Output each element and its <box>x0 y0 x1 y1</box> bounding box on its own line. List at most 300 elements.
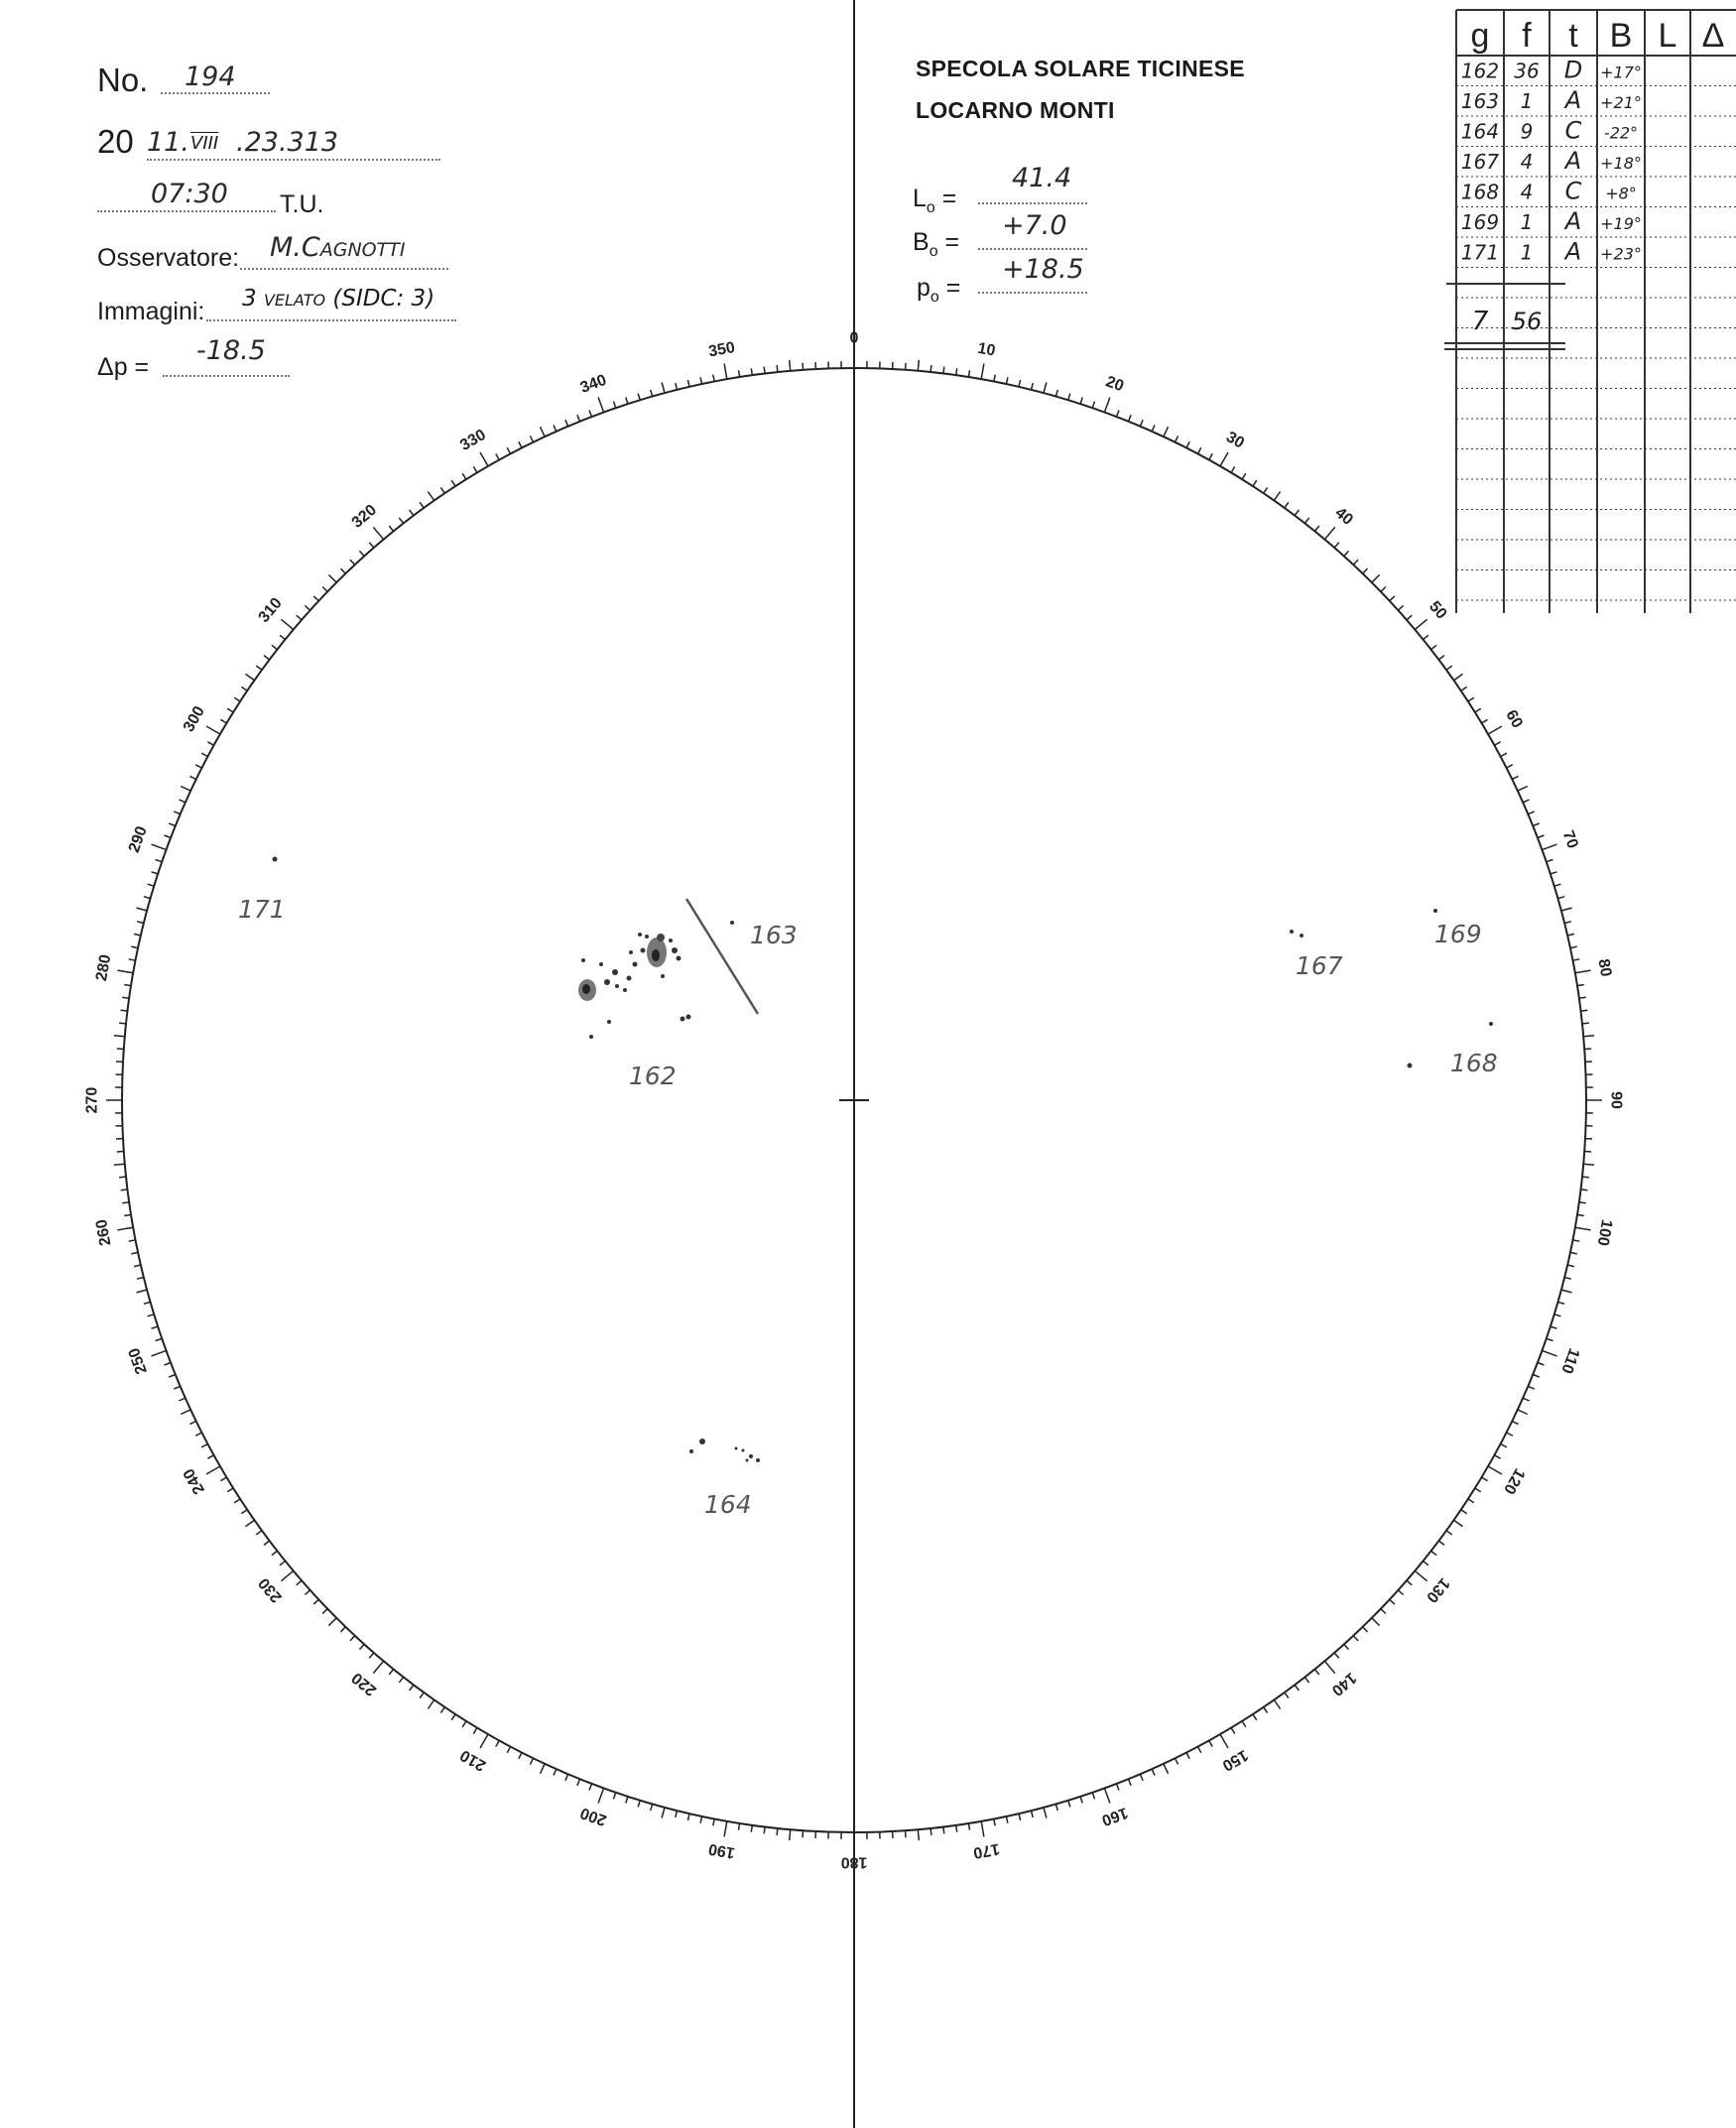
table-cell: -22° <box>1603 123 1639 143</box>
degree-tick <box>1579 997 1586 998</box>
degree-tick <box>1567 1265 1574 1267</box>
table-header-g: g <box>1470 17 1490 55</box>
degree-tick <box>803 363 804 370</box>
degree-tick <box>410 1685 414 1690</box>
degree-tick <box>420 1692 424 1698</box>
degree-tick <box>246 1520 255 1526</box>
degree-tick <box>541 1764 546 1774</box>
degree-tick <box>480 452 488 466</box>
degree-tick <box>322 1609 327 1614</box>
degree-tick <box>1583 1036 1594 1037</box>
degree-tick <box>206 1466 220 1474</box>
L0-label: $L_o$ = <box>913 185 957 216</box>
degree-tick <box>1068 1801 1070 1808</box>
degree-tick <box>399 1678 403 1684</box>
degree-tick <box>134 934 141 936</box>
table-header-B: B <box>1609 17 1633 55</box>
degree-tick <box>507 1747 510 1753</box>
degree-tick <box>313 1599 318 1604</box>
degree-tick <box>220 1477 226 1481</box>
degree-tick <box>626 1797 628 1804</box>
degree-tick <box>662 383 665 394</box>
degree-label-180: 180 <box>840 1853 868 1871</box>
degree-tick <box>169 823 176 826</box>
degree-tick <box>165 1363 172 1366</box>
degree-tick <box>724 364 727 380</box>
degree-label-150: 150 <box>1219 1746 1251 1775</box>
degree-tick <box>410 510 414 516</box>
degree-tick <box>918 360 919 371</box>
degree-tick <box>1363 1627 1368 1632</box>
degree-tick <box>981 1821 984 1837</box>
degree-label-120: 120 <box>1500 1465 1529 1497</box>
degree-tick <box>1567 934 1574 936</box>
degree-tick <box>687 1814 689 1820</box>
table-cell: 168 <box>1460 180 1500 204</box>
table-cell: +21° <box>1600 93 1642 112</box>
table-cell: C <box>1564 116 1582 145</box>
degree-tick <box>638 1801 640 1808</box>
degree-tick <box>676 1811 678 1817</box>
degree-tick <box>1557 897 1564 899</box>
degree-tick <box>1407 615 1412 620</box>
degree-tick <box>541 427 546 437</box>
label-group-167: 167 <box>1296 951 1343 980</box>
table-cell: A <box>1564 147 1582 175</box>
degree-tick <box>179 1398 185 1401</box>
degree-tick <box>1198 447 1201 453</box>
degree-tick <box>122 997 129 998</box>
degree-tick <box>1344 1644 1349 1649</box>
table-cell: 9 <box>1520 119 1534 144</box>
degree-label-270: 270 <box>83 1086 101 1114</box>
degree-label-70: 70 <box>1558 828 1581 851</box>
degree-tick <box>1353 560 1358 564</box>
degree-tick <box>280 1561 286 1565</box>
degree-tick <box>1507 765 1513 768</box>
degree-tick <box>129 959 136 960</box>
table-header-delta: Δ <box>1701 17 1725 55</box>
label-group-162: 162 <box>629 1062 677 1090</box>
degree-tick <box>1129 1779 1132 1786</box>
degree-tick <box>305 606 310 611</box>
degree-tick <box>119 1023 126 1024</box>
table-header-t: t <box>1568 17 1578 55</box>
degree-tick <box>1314 1670 1318 1676</box>
degree-label-90: 90 <box>1607 1091 1625 1109</box>
degree-tick <box>614 1793 616 1800</box>
degree-tick <box>480 1734 488 1748</box>
degree-tick <box>1117 1784 1120 1791</box>
degree-tick <box>1475 1488 1481 1492</box>
institution-name: SPECOLA SOLARE TICINESE <box>916 56 1245 81</box>
degree-tick <box>1253 1714 1257 1720</box>
degree-tick <box>1538 1363 1545 1366</box>
degree-tick <box>297 1580 302 1585</box>
time-unit: T.U. <box>280 190 324 218</box>
degree-tick <box>305 1590 310 1595</box>
degree-tick <box>234 1499 240 1503</box>
number-value: 194 <box>185 62 236 92</box>
degree-tick <box>134 1265 141 1267</box>
group-table <box>1444 10 1736 613</box>
degree-tick <box>369 543 374 548</box>
degree-tick <box>1140 1774 1143 1781</box>
degree-tick <box>662 1808 665 1818</box>
degree-tick <box>373 527 383 539</box>
degree-tick <box>577 415 580 422</box>
degree-tick <box>1533 1375 1540 1378</box>
label-group-171: 171 <box>238 895 286 924</box>
degree-tick <box>117 1152 124 1153</box>
degree-tick <box>451 1714 455 1720</box>
degree-tick <box>137 908 148 911</box>
degree-tick <box>1344 551 1349 556</box>
degree-tick <box>1475 708 1481 712</box>
degree-tick <box>565 420 568 427</box>
degree-tick <box>1461 1510 1467 1514</box>
degree-tick <box>1570 946 1577 948</box>
degree-tick <box>373 1661 383 1673</box>
degree-tick <box>189 776 195 779</box>
degree-tick <box>256 666 262 670</box>
degree-tick <box>906 363 907 370</box>
degree-tick <box>1561 908 1572 911</box>
degree-tick <box>1198 1747 1201 1753</box>
table-cell: 162 <box>1460 59 1500 83</box>
degree-tick <box>1482 719 1488 723</box>
degree-tick <box>440 1707 444 1713</box>
degree-tick <box>1152 1769 1155 1775</box>
degree-tick <box>234 697 240 701</box>
degree-tick <box>272 1551 278 1555</box>
label-group-169: 169 <box>1434 920 1482 948</box>
degree-label-210: 210 <box>457 1746 489 1775</box>
degree-tick <box>1186 441 1189 447</box>
degree-tick <box>1538 835 1545 838</box>
degree-tick <box>181 1410 190 1415</box>
degree-tick <box>1550 1326 1557 1328</box>
table-cell: 36 <box>1514 59 1540 83</box>
degree-tick <box>360 551 365 556</box>
degree-tick <box>1518 1410 1528 1415</box>
degree-tick <box>1518 787 1528 792</box>
degree-label-280: 280 <box>93 952 115 983</box>
table-cell: C <box>1564 177 1582 205</box>
degree-tick <box>124 1214 131 1215</box>
degree-tick <box>156 860 163 862</box>
degree-tick <box>1415 1570 1426 1580</box>
degree-tick <box>114 1164 125 1165</box>
degree-tick <box>1055 1804 1057 1811</box>
group-labels <box>238 895 1498 1519</box>
degree-label-170: 170 <box>971 1839 1002 1861</box>
table-header-f: f <box>1522 17 1532 55</box>
degree-tick <box>1446 1531 1452 1535</box>
degree-tick <box>1454 674 1463 680</box>
degree-tick <box>462 473 466 479</box>
degree-tick <box>272 645 278 649</box>
degree-tick <box>751 1825 752 1832</box>
degree-tick <box>598 1789 604 1804</box>
degree-label-260: 260 <box>93 1217 115 1248</box>
degree-label-140: 140 <box>1328 1669 1360 1699</box>
degree-label-50: 50 <box>1426 598 1450 623</box>
degree-tick <box>1019 380 1021 387</box>
degree-tick <box>117 1049 124 1050</box>
table-cell: 167 <box>1460 150 1500 174</box>
table-cell: 169 <box>1460 210 1500 234</box>
degree-tick <box>119 1177 126 1178</box>
degree-tick <box>1152 425 1155 431</box>
degree-tick <box>114 1036 125 1037</box>
p0-label: $p_o$ = <box>917 274 961 306</box>
degree-label-300: 300 <box>180 703 208 735</box>
degree-tick <box>328 574 336 582</box>
degree-tick <box>156 1338 163 1340</box>
degree-tick <box>1314 526 1318 532</box>
degree-tick <box>220 719 226 723</box>
degree-tick <box>1264 487 1268 493</box>
degree-label-190: 190 <box>706 1839 737 1861</box>
degree-tick <box>1353 1636 1358 1641</box>
degree-label-290: 290 <box>125 823 151 855</box>
table-cell: 163 <box>1460 89 1500 113</box>
degree-tick <box>148 1314 155 1316</box>
degree-tick <box>137 922 144 924</box>
degree-label-200: 200 <box>577 1804 609 1829</box>
degree-tick <box>181 787 190 792</box>
degree-tick <box>121 1189 128 1190</box>
table-cell: +18° <box>1600 154 1642 173</box>
degree-tick <box>507 447 510 453</box>
degree-tick <box>1584 1152 1591 1153</box>
table-cell: +19° <box>1600 214 1642 233</box>
degree-tick <box>1068 394 1070 401</box>
sunspot-group-163 <box>730 921 734 925</box>
degree-tick <box>1334 1653 1339 1658</box>
sunspot-group-171 <box>273 857 278 862</box>
degree-tick <box>1176 436 1178 441</box>
degree-tick <box>350 560 355 564</box>
degree-tick <box>1220 452 1228 466</box>
degree-tick <box>1564 922 1571 924</box>
degree-tick <box>281 619 293 629</box>
degree-tick <box>1324 1661 1334 1673</box>
table-cell: A <box>1564 86 1582 114</box>
degree-tick <box>131 1252 138 1254</box>
degree-tick <box>165 835 172 838</box>
degree-tick <box>322 587 327 592</box>
sunspot-group-167 <box>1290 930 1303 938</box>
degree-tick <box>124 985 131 986</box>
degree-label-160: 160 <box>1099 1804 1131 1829</box>
table-cell: A <box>1564 237 1582 266</box>
degree-tick <box>1454 1520 1463 1526</box>
degree-tick <box>614 402 616 409</box>
degree-tick <box>981 364 984 380</box>
degree-tick <box>1304 1678 1308 1684</box>
degree-tick <box>313 596 318 601</box>
degree-tick <box>264 656 270 660</box>
degree-tick <box>1523 1398 1529 1401</box>
degree-tick <box>1104 1789 1110 1804</box>
degree-tick <box>1446 666 1452 670</box>
degree-tick <box>1295 1685 1299 1690</box>
degree-tick <box>638 394 640 401</box>
sunspot-group-169 <box>1433 909 1437 913</box>
degree-tick <box>1572 1240 1579 1241</box>
degree-tick <box>118 1227 134 1230</box>
degree-tick <box>1285 1692 1289 1698</box>
degree-tick <box>1581 1189 1588 1190</box>
degree-tick <box>195 1433 201 1436</box>
degree-tick <box>764 1827 765 1834</box>
degree-tick <box>700 377 702 384</box>
degree-label-10: 10 <box>976 339 997 360</box>
degree-tick <box>451 480 455 486</box>
p0-value: +18.5 <box>1002 254 1084 285</box>
degree-tick <box>1092 1793 1094 1800</box>
table-cell: A <box>1564 207 1582 235</box>
degree-tick <box>1438 656 1444 660</box>
degree-tick <box>1390 1599 1395 1604</box>
degree-tick <box>930 1828 931 1835</box>
degree-tick <box>713 1818 714 1825</box>
degree-tick <box>1547 860 1553 862</box>
degree-tick <box>1543 844 1557 850</box>
degree-tick <box>462 1721 466 1727</box>
degree-label-100: 100 <box>1593 1217 1615 1248</box>
degree-tick <box>1488 1466 1502 1474</box>
table-cell: 1 <box>1520 240 1534 265</box>
degree-tick <box>1032 1811 1034 1817</box>
images-value: 3 velato (SIDC: 3) <box>242 286 435 312</box>
degree-tick <box>473 466 477 472</box>
degree-tick <box>1554 884 1561 886</box>
degree-tick <box>1398 1590 1403 1595</box>
degree-tick <box>790 1829 791 1840</box>
degree-tick <box>195 765 201 768</box>
degree-tick <box>1381 587 1386 592</box>
degree-tick <box>1334 543 1339 548</box>
observer-label: Osservatore: <box>97 244 240 272</box>
table-cell: D <box>1563 56 1583 84</box>
degree-tick <box>651 390 653 397</box>
degree-tick <box>1372 1618 1380 1626</box>
degree-tick <box>189 1422 195 1425</box>
degree-tick <box>1577 985 1584 986</box>
degree-tick <box>1264 1707 1268 1713</box>
degree-tick <box>241 687 247 690</box>
degree-tick <box>1507 1433 1513 1436</box>
degree-tick <box>1512 1422 1518 1425</box>
degree-tick <box>152 1326 159 1328</box>
degree-tick <box>1501 1444 1507 1447</box>
degree-label-30: 30 <box>1223 429 1247 452</box>
degree-label-130: 130 <box>1423 1574 1453 1606</box>
degree-tick <box>530 1758 533 1764</box>
degree-tick <box>803 1830 804 1837</box>
delta-p-label: Δp = <box>97 353 150 381</box>
degree-tick <box>777 365 778 372</box>
degree-tick <box>1488 726 1502 734</box>
date-day: 11. <box>147 127 189 158</box>
degree-tick <box>1424 635 1429 639</box>
degree-tick <box>152 872 159 874</box>
degree-tick <box>1176 1758 1178 1764</box>
degree-tick <box>496 1741 499 1747</box>
degree-tick <box>1044 1808 1047 1818</box>
degree-tick <box>1080 1797 1082 1804</box>
degree-tick <box>174 1386 181 1389</box>
label-group-163: 163 <box>750 921 798 949</box>
degree-tick <box>369 1653 374 1658</box>
degree-tick <box>1582 1023 1589 1024</box>
degree-tick <box>389 1670 393 1676</box>
degree-label-350: 350 <box>706 339 737 361</box>
degree-tick <box>1575 970 1591 973</box>
degree-tick <box>1554 1314 1561 1316</box>
degree-tick <box>1253 480 1257 486</box>
delta-p-value: -18.5 <box>196 335 266 366</box>
degree-tick <box>1468 697 1474 701</box>
degree-tick <box>246 674 255 680</box>
degree-tick <box>751 368 752 375</box>
degree-label-110: 110 <box>1557 1345 1583 1376</box>
degree-tick <box>1295 510 1299 516</box>
degree-tick <box>1557 1302 1564 1304</box>
degree-tick <box>227 708 233 712</box>
degree-tick <box>297 615 302 620</box>
degree-tick <box>1274 1700 1280 1709</box>
table-total-spots: 56 <box>1511 308 1543 335</box>
label-group-168: 168 <box>1450 1049 1498 1077</box>
degree-tick <box>1129 415 1132 422</box>
degree-tick <box>1577 1214 1584 1215</box>
degree-tick <box>519 441 522 447</box>
table-cell: 4 <box>1520 180 1534 204</box>
degree-tick <box>1431 645 1437 649</box>
degree-tick <box>1523 800 1529 803</box>
label-group-164: 164 <box>704 1490 752 1519</box>
degree-tick <box>1242 1721 1246 1727</box>
degree-tick <box>713 375 714 382</box>
degree-tick <box>328 1618 336 1626</box>
degree-tick <box>341 568 346 573</box>
degree-tick <box>1547 1338 1553 1340</box>
degree-label-310: 310 <box>255 594 286 626</box>
year-prefix: 20 <box>97 123 134 160</box>
degree-tick <box>1564 1278 1571 1280</box>
degree-tick <box>598 398 604 413</box>
degree-tick <box>930 365 931 372</box>
degree-tick <box>777 1828 778 1835</box>
degree-tick <box>350 1636 355 1641</box>
degree-tick <box>626 398 628 405</box>
degree-tick <box>118 970 134 973</box>
table-cell: 1 <box>1520 210 1534 234</box>
degree-tick <box>137 1278 144 1280</box>
degree-tick <box>589 1784 592 1791</box>
time-value: 07:30 <box>151 179 228 209</box>
degree-tick <box>906 1830 907 1837</box>
degree-tick <box>1274 492 1280 501</box>
degree-tick <box>131 946 138 948</box>
degree-tick <box>943 367 944 374</box>
degree-tick <box>121 1010 128 1011</box>
degree-tick <box>1543 1350 1557 1356</box>
